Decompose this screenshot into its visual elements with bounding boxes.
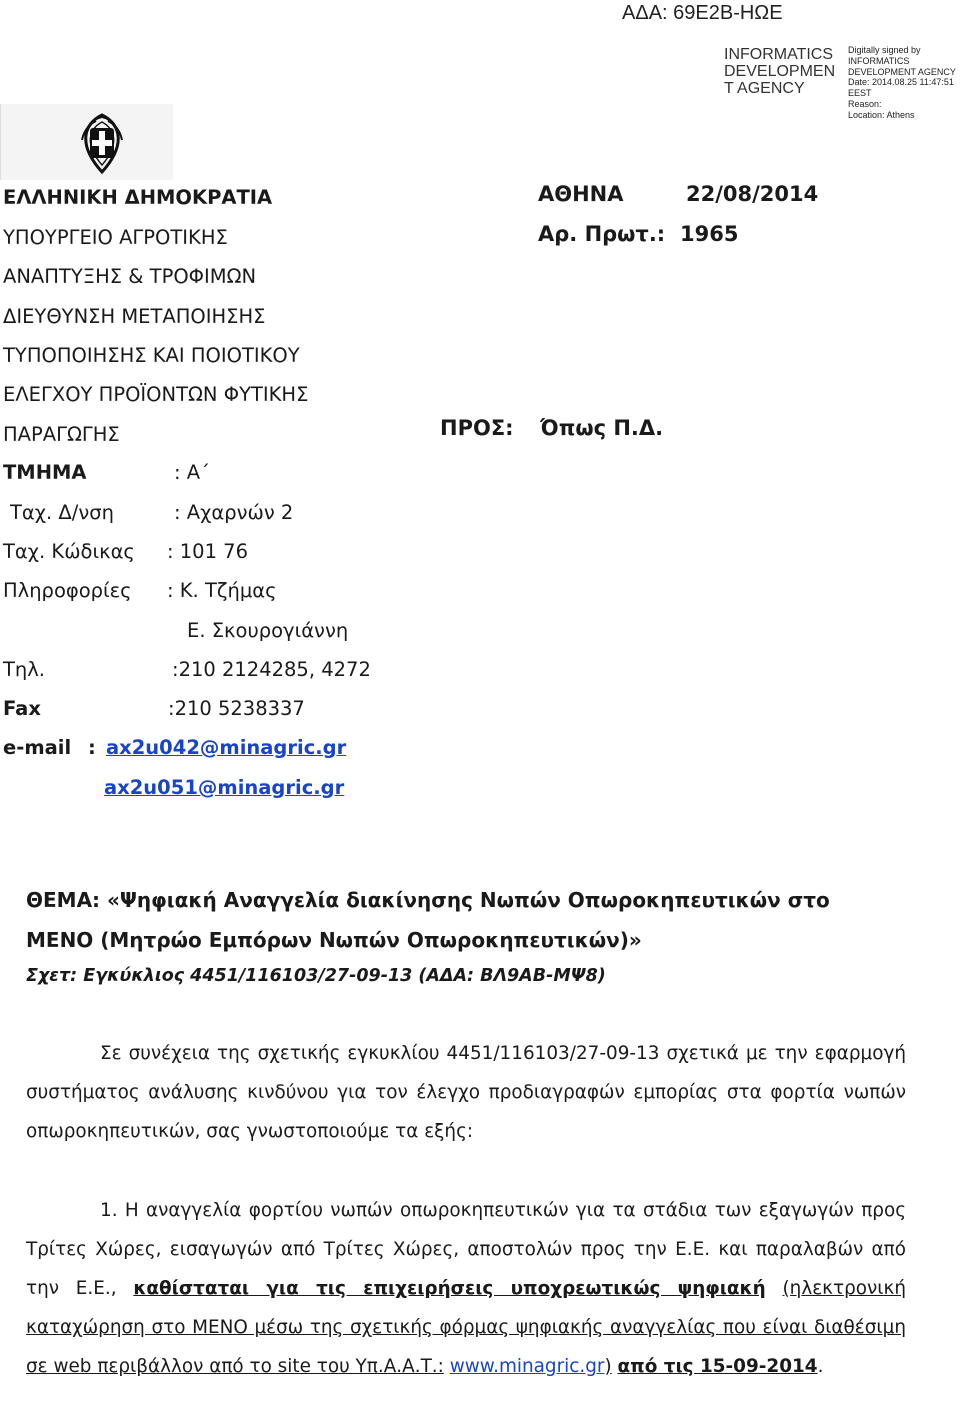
ada-code: ΑΔΑ: 69Ε2Β-ΗΩΕ bbox=[622, 2, 783, 24]
item-1-close: ) bbox=[604, 1356, 612, 1377]
ministry-website-link[interactable]: www.minagric.gr bbox=[449, 1356, 605, 1377]
signature-detail-line: Reason: bbox=[848, 98, 882, 109]
document-date: 22/08/2014 bbox=[686, 182, 819, 206]
signature-detail-line: Date: 2014.08.25 11:47:51 bbox=[848, 77, 954, 88]
item-1-text: 1. Η αναγγελία φορτίου νωπών οπωροκηπευτικών για τα στάδια των εξαγωγών προς Τρίτες Χώρες, εισαγωγών από Τρίτες Χώρες, αποστολών προς την Ε.Ε. και παραλαβών από την Ε.Ε., bbox=[26, 1200, 906, 1299]
postcode-value: : 101 76 bbox=[167, 540, 248, 563]
department-label: ΤΜΗΜΑ bbox=[3, 461, 87, 484]
protocol-number: 1965 bbox=[680, 222, 739, 246]
fax-value: :210 5238337 bbox=[168, 697, 305, 720]
address-value: : Αχαρνών 2 bbox=[174, 501, 294, 524]
signature-detail-line: Location: Athens bbox=[848, 109, 915, 120]
postcode-label: Ταχ. Κώδικας bbox=[3, 540, 135, 563]
city: ΑΘΗΝΑ bbox=[538, 182, 624, 206]
recipient-label: ΠΡΟΣ: bbox=[440, 416, 514, 440]
signer-line: INFORMATICS bbox=[724, 46, 834, 63]
signer-line: DEVELOPMEN bbox=[724, 63, 836, 80]
phone-value: :210 2124285, 4272 bbox=[172, 658, 371, 681]
org-line: ΕΛΛΗΝΙΚΗ ΔΗΜΟΚΡΑΤΙΑ bbox=[3, 186, 273, 209]
signature-signer bbox=[724, 46, 835, 97]
email-link-1[interactable]: ax2u042@minagric.gr bbox=[106, 736, 347, 759]
org-line: ΤΥΠΟΠΟΙΗΣΗΣ ΚΑΙ ΠΟΙΟΤΙΚΟΥ bbox=[3, 344, 300, 367]
signature-detail-line: INFORMATICS bbox=[848, 55, 910, 66]
email-link-2[interactable]: ax2u051@minagric.gr bbox=[104, 776, 345, 799]
info-value-second: Ε. Σκουρογιάννη bbox=[187, 619, 349, 642]
signature-detail-line: EEST bbox=[848, 88, 872, 99]
item-1-end: . bbox=[817, 1356, 824, 1377]
fax-label: Fax bbox=[3, 697, 41, 720]
signature-detail-line: DEVELOPMENT AGENCY bbox=[848, 66, 956, 77]
signature-detail-line: Digitally signed by bbox=[848, 45, 921, 55]
subject-line: ΘΕΜΑ: «Ψηφιακή Αναγγελία διακίνησης Νωπών Οπωροκηπευτικών στο bbox=[26, 888, 830, 912]
subject-line: ΜΕΝΟ (Μητρώο Εμπόρων Νωπών Οπωροκηπευτικών)» bbox=[26, 928, 642, 952]
org-line: ΔΙΕΥΘΥΝΣΗ ΜΕΤΑΠΟΙΗΣΗΣ bbox=[3, 305, 266, 328]
signer-line: T AGENCY bbox=[724, 80, 805, 97]
signature-details bbox=[848, 45, 956, 121]
item-1-middle: (ηλεκτρονική καταχώρηση στο ΜΕΝΟ μέσω της σχετικής φόρμας ψηφιακής αναγγελίας που είναι διαθέσιμη σε web περιβάλλον από το site του Υπ.Α.Α.Τ.: bbox=[26, 1278, 906, 1377]
info-value: : Κ. Τζήμας bbox=[167, 579, 277, 602]
info-label: Πληροφορίες bbox=[3, 579, 132, 602]
org-line: ΠΑΡΑΓΩΓΗΣ bbox=[3, 423, 120, 446]
email-separator: : bbox=[88, 736, 96, 759]
org-line: ΥΠΟΥΡΓΕΙΟ ΑΓΡΟΤΙΚΗΣ bbox=[3, 226, 228, 249]
protocol-label: Αρ. Πρωτ.: bbox=[538, 222, 666, 246]
email-label: e-mail bbox=[3, 736, 72, 759]
intro-paragraph: Σε συνέχεια της σχετικής εγκυκλίου 4451/116103/27-09-13 σχετικά με την εφαρμογή συστήματος ανάλυσης κινδύνου για τον έλεγχο προδιαγραφών εμπορίας στα φορτία νωπών οπωροκηπευτικών, σας γνωστοποιούμε τα εξής: bbox=[26, 1043, 906, 1142]
org-line: ΑΝΑΠΤΥΞΗΣ & ΤΡΟΦΙΜΩΝ bbox=[3, 265, 257, 288]
greek-coat-of-arms-icon bbox=[70, 110, 134, 176]
item-1-paragraph bbox=[26, 1191, 906, 1386]
address-label: Ταχ. Δ/νση bbox=[10, 501, 114, 524]
item-1-emphasis: καθίσταται για τις επιχειρήσεις υποχρεωτικώς ψηφιακή bbox=[133, 1278, 766, 1299]
reference-line: Σχετ: Εγκύκλιος 4451/116103/27-09-13 (ΑΔΑ: ΒΛ9ΑΒ-ΜΨ8) bbox=[26, 966, 606, 986]
phone-label: Τηλ. bbox=[3, 658, 46, 681]
recipient-value: Όπως Π.Δ. bbox=[540, 416, 664, 440]
org-line: ΕΛΕΓΧΟΥ ΠΡΟΪΟΝΤΩΝ ΦΥΤΙΚΗΣ bbox=[3, 383, 309, 406]
department-value: : Α΄ bbox=[174, 461, 210, 484]
item-1-date: από τις 15-09-2014 bbox=[617, 1356, 818, 1377]
